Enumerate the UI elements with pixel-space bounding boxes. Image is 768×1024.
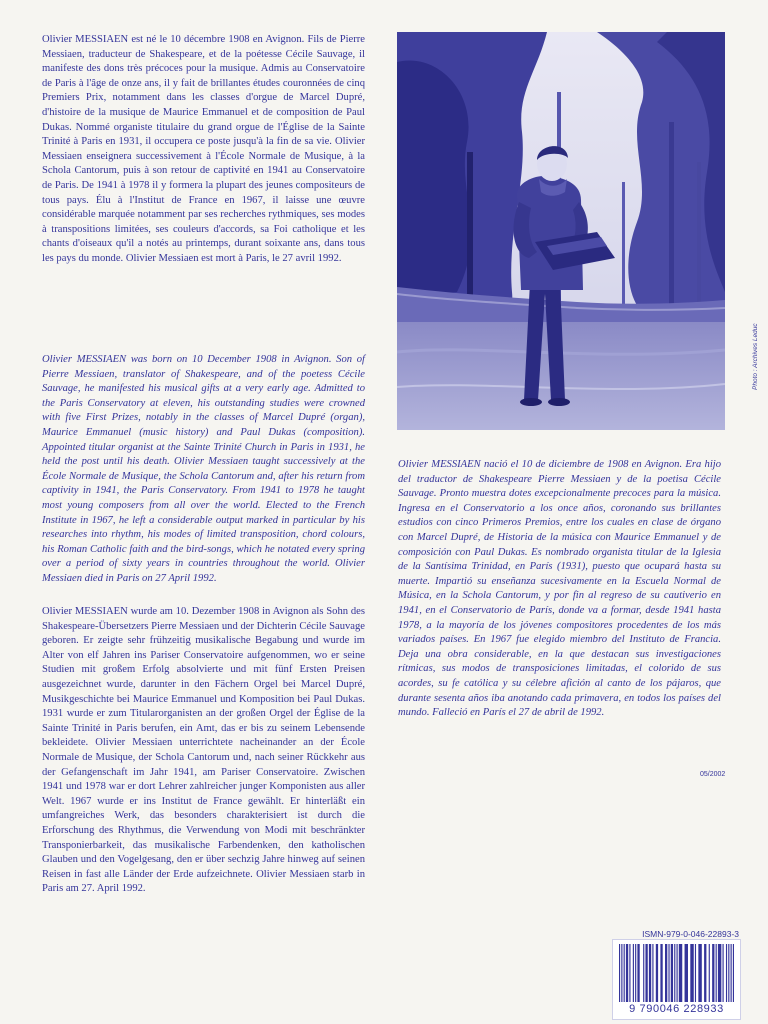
barcode-bar <box>649 944 651 1002</box>
barcode-bar <box>728 944 729 1002</box>
barcode-bar <box>723 944 724 1002</box>
composer-photo <box>397 32 725 430</box>
barcode <box>612 939 741 1020</box>
barcode-bar <box>665 944 667 1002</box>
barcode-bar <box>660 944 662 1002</box>
barcode-bar <box>704 944 706 1002</box>
barcode-bar <box>690 944 693 1002</box>
biography-french: Olivier MESSIAEN est né le 10 décembre 1908 en Avignon. Fils de Pierre Messiaen, traducteur de Shakespeare, et de la poétesse Cécile Sauvage, il manifeste des dons très précoces pour la musique. Admis au Conservatoire de Paris à l'âge de onze ans, il y fait de brillantes études couronnées de cinq Premiers Prix, notamment dans les classes d'orgue de Marcel Dupré, d'histoire de la musique de Maurice Emmanuel et de composition de Paul Dukas. Nommé organiste titulaire du grand orgue de l'Église de la Sainte Trinité à Paris en 1931, il occupera ce poste jusqu'à la fin de sa vie. Olivier Messiaen enseignera successivement à l'École Normale de Musique, à la Schola Cantorum, puis à son retour de captivité en 1941 au Conservatoire de Paris. De 1941 à 1978 il y formera la plupart des jeunes compositeurs de tous pays. Élu à l'Institut de France en 1967, il laisse une œuvre considérable marquée notamment par ses recherches rythmiques, ses modes à transpositions limitées, ses couleurs d'accords, sa Foi catholique et les chants d'oiseaux qu'il a notés au printemps, durant soixante ans, dans tous les pays du monde. Olivier Messiaen est mort à Paris, le 27 avril 1992. <box>42 34 365 264</box>
barcode-bar <box>637 944 639 1002</box>
biography-german: Olivier MESSIAEN wurde am 10. Dezember 1908 in Avignon als Sohn des Shakespeare-Übersetzers Pierre Messiaen und der Dichterin Cécile Sauvage geboren. Er zeigte sehr frühzeitig musikalische Begabung und wurde im Alter von elf Jahren ins Pariser Conservatoire aufgenommen, wo er seine Studien mit großem Erfolg absolvierte und mit fünf Ersten Preisen ausgezeichnet wurde, darunter in den Fächern Orgel bei Marcel Dupré, Musikgeschichte bei Maurice Emmanuel und Komposition bei Paul Dukas. 1931 wurde er zum Titularorganisten an der großen Orgel der Église de la Sainte Trinité in Paris berufen, ein Amt, das er bis zu seinem Lebensende bekleidete. Olivier Messiaen unterrichtete nacheinander an der École Normale de Musique, der Schola Cantorum und, nach seiner Rückkehr aus der Gefangenschaft im Jahr 1941, am Pariser Conservatoire. Zwischen 1941 und 1978 war er dort Lehrer zahlreicher junger Komponisten aus aller Welt. 1967 wurde er ins Institut de France gewählt. Er hinterläßt ein umfangreiches Werk, das besonders charakterisiert ist durch die Erforschung des Rhythmus, die Verwendung von Modi mit beschränkter Transponierbarkeit, das musikalische Farbendenken, den katholischen Glauben und den Vogelgesang, den er über sechzig Jahre hinweg auf seinen Reisen in fast alle Länder der Erde aufzeichnete. Olivier Messiaen starb in Paris am 27. April 1992. <box>42 606 365 895</box>
barcode-bar <box>621 944 622 1002</box>
biography-english: Olivier MESSIAEN was born on 10 December 1908 in Avignon. Son of Pierre Messiaen, translator of Shakespeare, and of the poetess Cécile Sauvage, he manifested his musical gifts at a very early age. Admitted to the Paris Conservatory at eleven, his outstanding studies were crowned with five First Prizes, notably in the classes of Marcel Dupré (organ), Maurice Emmanuel (music history) and Paul Dukas (composition). Appointed titular organist at the Sainte Trinité Church in Paris in 1931, he held the post until his death. Olivier Messiaen taught successively at the École Normale de Musique, the Schola Cantorum and, after his return from captivity in 1941, the Paris Conservatory. From 1941 to 1978 he taught most young composers from all over the world. Elected to the French Institute in 1967, he left a considerable output marked in particular by his researches into rhythm, his modes of limited transposition, chord colours, his Roman Catholic faith and the bird-songs, which he notated every spring over a period of sixty years in countries throughout the world. Olivier Messiaen died in Paris on 27 April 1992. <box>42 354 365 584</box>
barcode-bar <box>645 944 647 1002</box>
photo-credit: Photo : Archives Leduc <box>752 323 759 390</box>
edition-date-code: 05/2002 <box>700 771 726 778</box>
barcode-bar <box>668 944 669 1002</box>
barcode-bar <box>619 944 620 1002</box>
barcode-bar <box>685 944 688 1002</box>
barcode-bar <box>633 944 634 1002</box>
barcode-bar <box>674 944 675 1002</box>
barcode-bar <box>629 944 630 1002</box>
barcode-bar <box>656 944 658 1002</box>
barcode-bar <box>716 944 717 1002</box>
barcode-bar <box>635 944 636 1002</box>
barcode-bar <box>709 944 710 1002</box>
barcode-bar <box>652 944 653 1002</box>
ismn-number: ISMN-979-0-046-22893-3 <box>642 929 739 939</box>
biography-spanish: Olivier MESSIAEN nació el 10 de diciembre de 1908 en Avignon. Era hijo del traductor de Shakespeare Pierre Messiaen y de la poetisa Cécile Sauvage. Pronto muestra dotes excepcionalmente precoces para la música. Ingresa en el Conservatorio a los once años, coronando sus brillantes estudios con cinco Primeros Premios, entre los cuales en clase de órgano con Marcel Dupré, de Historia de la música con Maurice Emmanuel y de composición con Paul Dukas. Es nombrado organista titular de la Iglesia de la Santísima Trinidad, en París (1931), puesto que ocupará hasta su muerte. Impartió su enseñanza sucesivamente en la Escuela Normal de Música, en la Schola Cantorum, y por fin al regreso de su cautiverio en 1941, en el Conservatorio de París, donde va a formar, desde 1941 hasta 1978, a la mayoría de los jóvenes compositores procedentes de los más variados países. En 1967 fue elegido miembro del Instituto de Francia. Deja una obra considerable, en la que destacan sus investigaciones rítmicas, sus modos de transposiciones limitadas, el colorido de sus acordes, su fe católica y su célebre afición al canto de los pájaros, que durante sesenta años iba anotando cada primavera, en todos los países del mundo. Falleció en París el 27 de abril de 1992. <box>398 459 721 719</box>
barcode-bar <box>679 944 682 1002</box>
barcode-bar <box>698 944 701 1002</box>
barcode-bar <box>733 944 734 1002</box>
barcode-bar <box>677 944 678 1002</box>
barcode-bar <box>695 944 696 1002</box>
barcode-bar <box>643 944 644 1002</box>
barcode-digits: 9 790046 228933 <box>629 1003 724 1015</box>
barcode-bar <box>624 944 625 1002</box>
barcode-bars <box>619 944 734 1002</box>
barcode-bar <box>731 944 732 1002</box>
barcode-bar <box>626 944 628 1002</box>
photo-image <box>397 32 725 430</box>
barcode-bar <box>718 944 721 1002</box>
barcode-bar <box>726 944 727 1002</box>
barcode-bar <box>712 944 714 1002</box>
barcode-bar <box>671 944 673 1002</box>
